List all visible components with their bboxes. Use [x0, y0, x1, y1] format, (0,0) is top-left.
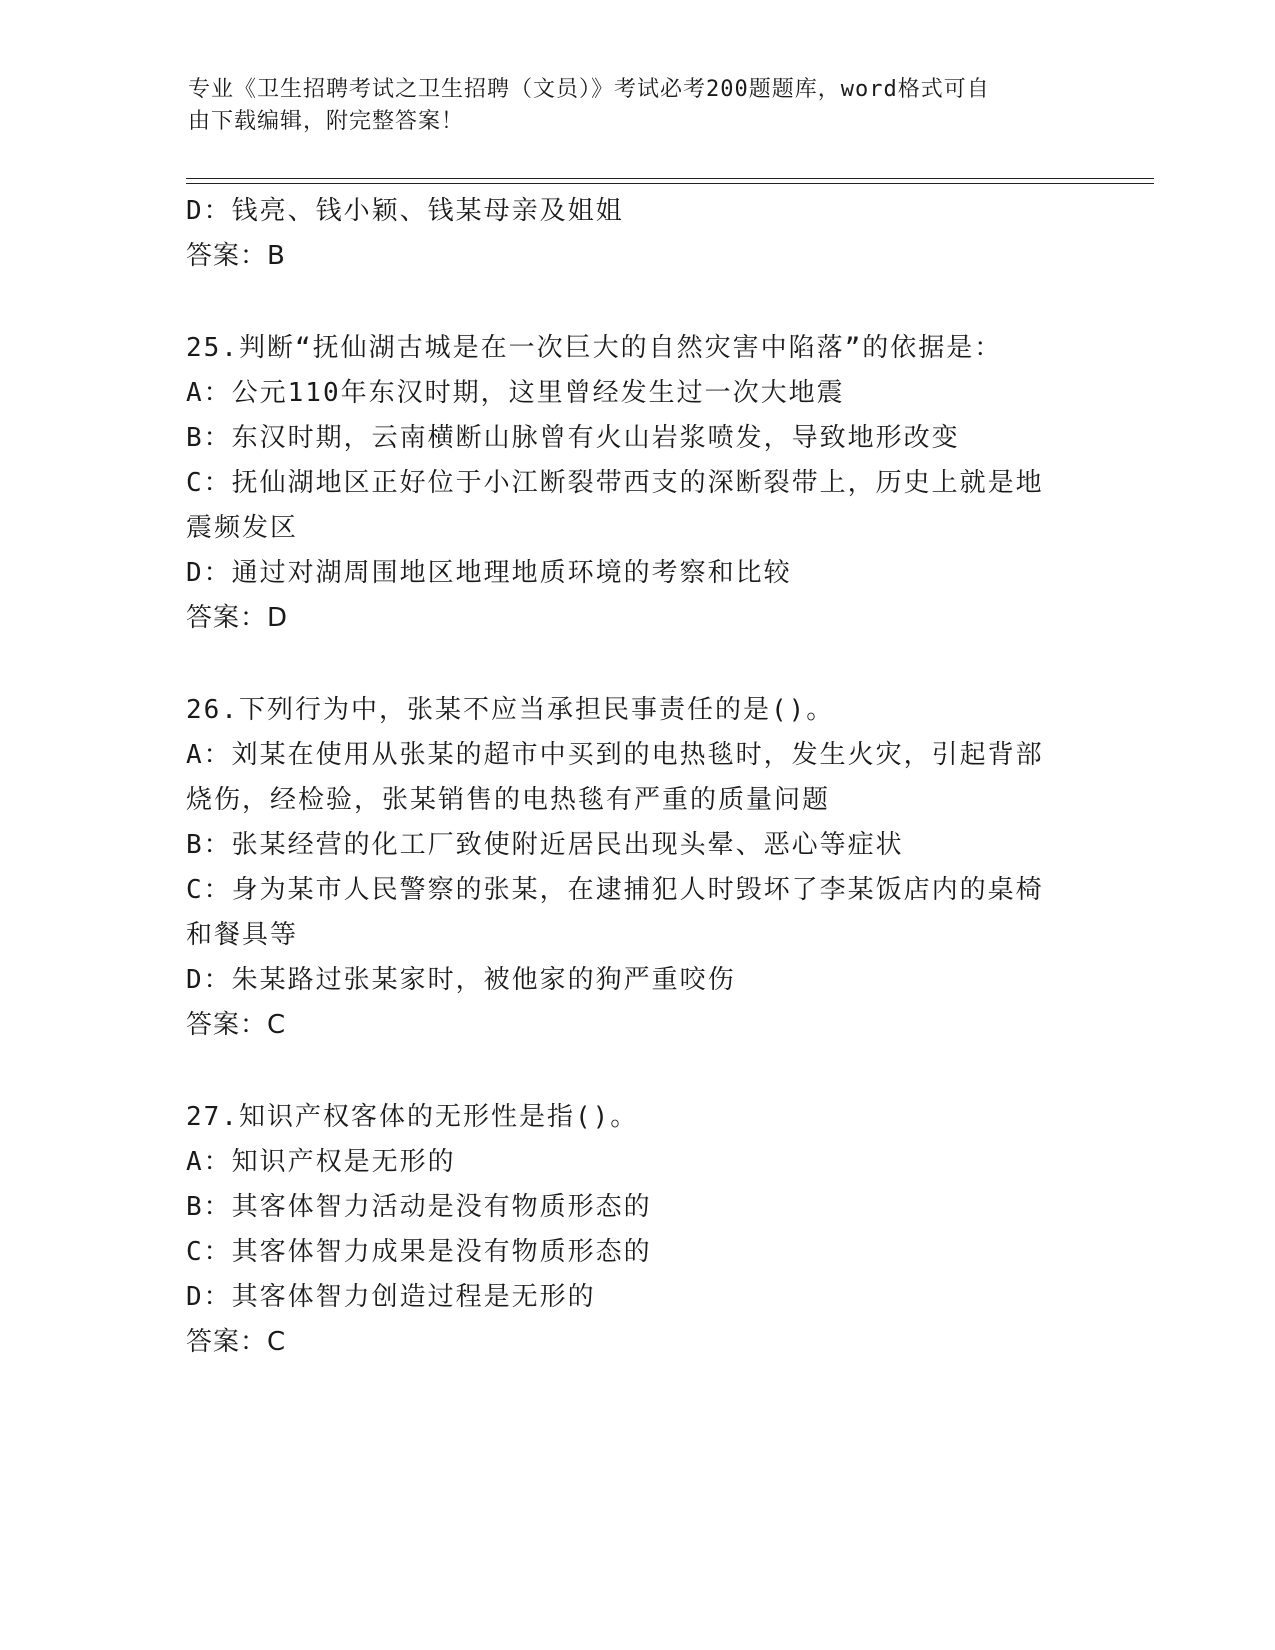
option-a-line-1: A：刘某在使用从张某的超市中买到的电热毯时，发生火灾，引起背部 — [186, 740, 1044, 770]
option-b: B：东汉时期，云南横断山脉曾有火山岩浆喷发，导致地形改变 — [186, 423, 960, 453]
previous-question-tail — [186, 189, 1086, 279]
option-a: A：公元110年东汉时期，这里曾经发生过一次大地震 — [186, 378, 845, 408]
option-a: A：知识产权是无形的 — [186, 1147, 456, 1177]
option-c: C：其客体智力成果是没有物质形态的 — [186, 1237, 652, 1267]
answer-line: 答案：B — [186, 241, 286, 271]
document-header — [188, 74, 1088, 138]
header-line-1: 专业《卫生招聘考试之卫生招聘（文员）》考试必考200题题库，word格式可自 — [188, 77, 990, 102]
question-26 — [186, 688, 1086, 1048]
option-b: B：其客体智力活动是没有物质形态的 — [186, 1192, 652, 1222]
question-stem: 25.判断“抚仙湖古城是在一次巨大的自然灾害中陷落”的依据是： — [186, 333, 1003, 363]
question-stem: 27.知识产权客体的无形性是指()。 — [186, 1102, 639, 1132]
option-c-line-2: 和餐具等 — [186, 920, 299, 950]
question-25 — [186, 326, 1086, 641]
option-c-line-2: 震频发区 — [186, 513, 299, 543]
header-line-2: 由下载编辑，附完整答案！ — [188, 109, 465, 134]
question-27 — [186, 1095, 1086, 1365]
option-d: D：钱亮、钱小颖、钱某母亲及姐姐 — [186, 196, 624, 226]
option-a-line-2: 烧伤，经检验，张某销售的电热毯有严重的质量问题 — [186, 785, 831, 815]
option-d: D：通过对湖周围地区地理地质环境的考察和比较 — [186, 558, 792, 588]
header-divider-top — [186, 178, 1154, 179]
answer-line: 答案：D — [186, 603, 289, 633]
question-stem: 26.下列行为中，张某不应当承担民事责任的是()。 — [186, 695, 835, 725]
option-d: D：其客体智力创造过程是无形的 — [186, 1282, 596, 1312]
answer-line: 答案：C — [186, 1010, 287, 1040]
option-c-line-1: C：身为某市人民警察的张某，在逮捕犯人时毁坏了李某饭店内的桌椅 — [186, 875, 1044, 905]
header-divider-bottom — [186, 183, 1154, 184]
option-d: D：朱某路过张某家时，被他家的狗严重咬伤 — [186, 965, 736, 995]
option-b: B：张某经营的化工厂致使附近居民出现头晕、恶心等症状 — [186, 830, 904, 860]
answer-line: 答案：C — [186, 1327, 287, 1357]
option-c-line-1: C：抚仙湖地区正好位于小江断裂带西支的深断裂带上，历史上就是地 — [186, 468, 1044, 498]
question-list — [186, 189, 1086, 1365]
